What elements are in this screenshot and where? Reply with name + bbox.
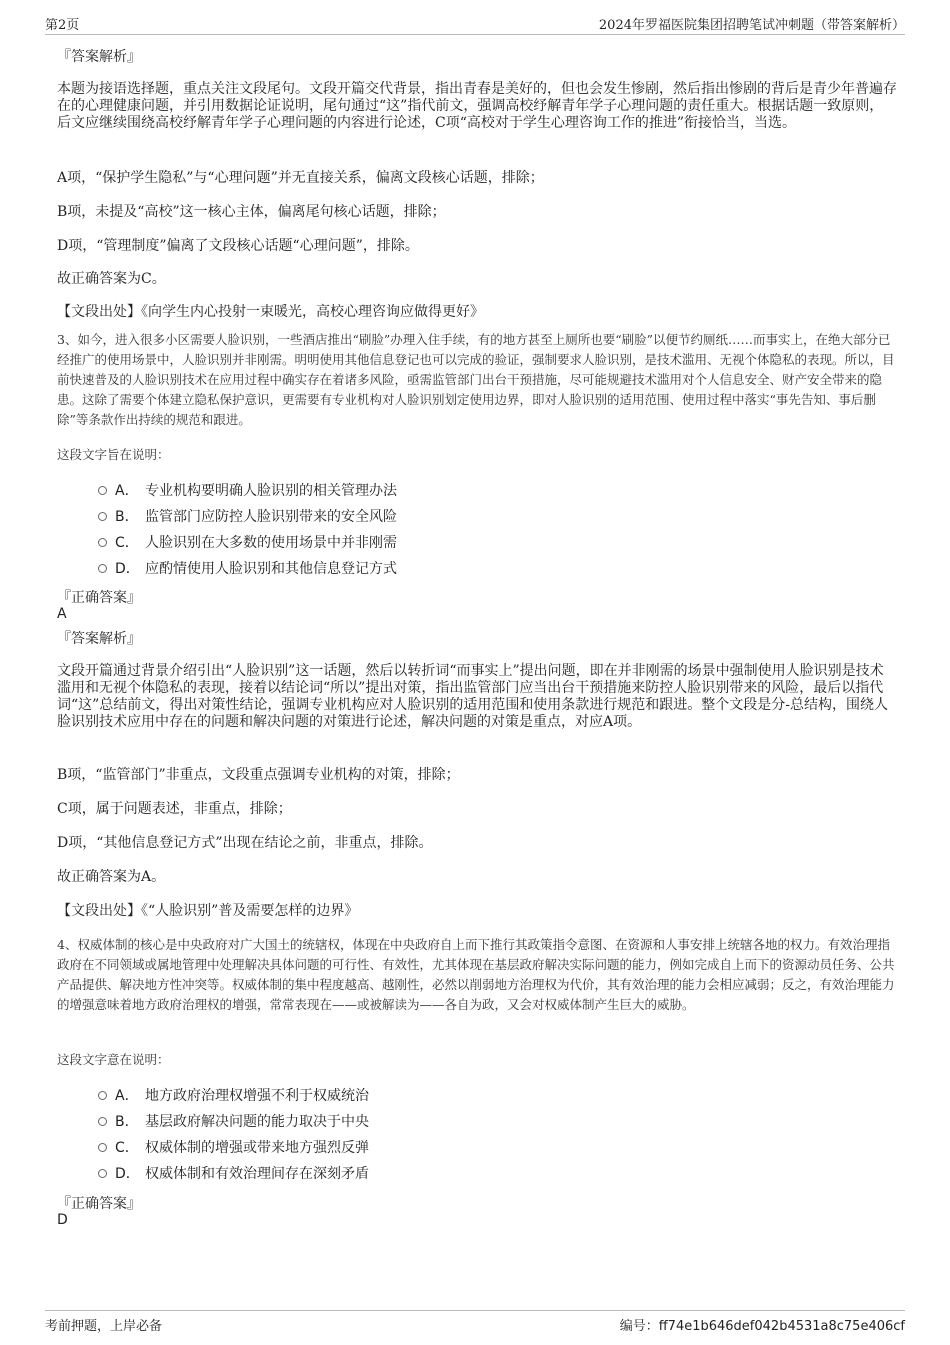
page-footer bbox=[45, 1310, 905, 1335]
q4-option-c[interactable] bbox=[98, 1138, 369, 1158]
option-text: 地方政府治理权增强不利于权威统治 bbox=[145, 1088, 369, 1104]
radio-icon[interactable] bbox=[98, 1143, 107, 1152]
option-text: 专业机构要明确人脸识别的相关管理办法 bbox=[145, 483, 397, 499]
q2-conclusion: 故正确答案为C。 bbox=[57, 271, 166, 287]
q3-conclusion: 故正确答案为A。 bbox=[57, 869, 166, 885]
option-letter: A． bbox=[115, 483, 139, 499]
page-number: 第2页 bbox=[45, 18, 80, 33]
q3-option-b[interactable] bbox=[98, 507, 397, 527]
q3-analysis-label: 『答案解析』 bbox=[57, 631, 141, 647]
option-letter: C． bbox=[115, 535, 139, 551]
option-letter: B． bbox=[115, 509, 139, 525]
q3-stem: 3、如今，进入很多小区需要人脸识别，一些酒店推出“刷脸”办理入住手续，有的地方甚至上厕所也要“刷脸”以便节约厕纸……而事实上，在绝大部分已经推广的使用场景中，人脸识别并非刚需。明明使用其他信息登记也可以完成的验证，强制要求人脸识别，是技术滥用、无视个体隐私的表现。所以，目前快速普及的人脸识别技术在应用过程中确实存在着诸多风险，亟需监管部门出台干预措施，尽可能规避技术滥用对个人信息安全、财产安全带来的隐患。这除了需要个体建立隐私保护意识，更需要有专业机构对人脸识别划定使用边界，即对人脸识别的适用范围、使用过程中落实“事先告知、事后删除”等条款作出持续的规范和跟进。 bbox=[57, 332, 895, 427]
q4-answer-label: 『正确答案』 bbox=[57, 1196, 141, 1212]
radio-icon[interactable] bbox=[98, 512, 107, 521]
option-text: 监管部门应防控人脸识别带来的安全风险 bbox=[145, 509, 397, 525]
option-letter: C． bbox=[115, 1140, 139, 1156]
q4-option-a[interactable] bbox=[98, 1086, 369, 1106]
q3-option-b-explanation: B项，“监管部门”非重点，文段重点强调专业机构的对策，排除； bbox=[57, 767, 460, 783]
radio-icon[interactable] bbox=[98, 1091, 107, 1100]
q2-analysis-text: 本题为接语选择题，重点关注文段尾句。文段开篇交代背景，指出青春是美好的，但也会发生惨剧，然后指出惨剧的背后是青少年普遍存在的心理健康问题，并引用数据论证说明，尾句通过“这”指代前文，强调高校纾解青年学子心理问题的责任重大。根据话题一致原则，后文应继续围绕高校纾解青年学子心理问题的内容进行论述，C项“高校对于学生心理咨询工作的推进”衔接恰当，当选。 bbox=[57, 81, 897, 131]
footer-slogan: 考前押题，上岸必备 bbox=[45, 1319, 163, 1334]
q3-analysis-text: 文段开篇通过背景介绍引出“人脸识别”这一话题，然后以转折词“而事实上”提出问题，即在并非刚需的场景中强制使用人脸识别是技术滥用和无视个体隐私的表现，接着以结论词“所以”提出对策，指出监管部门应当出台干预措施来防控人脸识别带来的风险，最后以指代词“这”总结前文，得出对策性结论，强调专业机构应对人脸识别的适用范围和使用条款进行规范和跟进。整个文段是分-总结构，围绕人脸识别技术应用中存在的问题和解决问题的对策进行论述，解决问题的对策是重点，对应A项。 bbox=[57, 663, 889, 730]
option-letter: D． bbox=[115, 1166, 140, 1182]
q4-stem: 4、权威体制的核心是中央政府对广大国土的统辖权，体现在中央政府自上而下推行其政策指令意图、在资源和人事安排上统辖各地的权力。有效治理指政府在不同领域或属地管理中处理解决具体问题的可行性、有效性，尤其体现在基层政府解决实际问题的能力，例如完成自上而下的资源动员任务、公共产品提供、解决地方性冲突等。权威体制的集中程度越高、越刚性，必然以削弱地方治理权为代价，其有效治理的能力会相应减弱；反之，有效治理能力的增强意味着地方政府治理权的增强，常常表现在——或被解读为——各自为政，又会对权威体制产生巨大的威胁。 bbox=[57, 937, 895, 1012]
option-text: 应酌情使用人脸识别和其他信息登记方式 bbox=[145, 561, 397, 577]
q3-answer-label: 『正确答案』 bbox=[57, 590, 141, 606]
q3-option-d-explanation: D项，“其他信息登记方式”出现在结论之前，非重点，排除。 bbox=[57, 835, 433, 851]
option-letter: B． bbox=[115, 1114, 139, 1130]
q3-option-a[interactable] bbox=[98, 481, 397, 501]
q2-option-b-explanation: B项，未提及“高校”这一核心主体，偏离尾句核心话题，排除； bbox=[57, 204, 446, 220]
q2-option-d-explanation: D项，“管理制度”偏离了文段核心话题“心理问题”，排除。 bbox=[57, 238, 419, 254]
option-letter: A． bbox=[115, 1088, 139, 1104]
q3-answer: A bbox=[57, 606, 67, 622]
radio-icon[interactable] bbox=[98, 538, 107, 547]
radio-icon[interactable] bbox=[98, 1169, 107, 1178]
q3-option-c-explanation: C项，属于问题表述，非重点，排除； bbox=[57, 801, 292, 817]
q3-option-d[interactable] bbox=[98, 559, 397, 579]
q4-option-d[interactable] bbox=[98, 1164, 369, 1184]
q2-source: 【文段出处】《向学生内心投射一束暖光，高校心理咨询应做得更好》 bbox=[57, 304, 484, 320]
q2-option-a-explanation: A项，“保护学生隐私”与“心理问题”并无直接关系，偏离文段核心话题，排除； bbox=[57, 170, 544, 186]
page-header bbox=[45, 12, 905, 35]
radio-icon[interactable] bbox=[98, 1117, 107, 1126]
q3-source: 【文段出处】《“人脸识别”普及需要怎样的边界》 bbox=[57, 903, 359, 919]
option-letter: D． bbox=[115, 561, 140, 577]
radio-icon[interactable] bbox=[98, 564, 107, 573]
radio-icon[interactable] bbox=[98, 486, 107, 495]
q4-option-b[interactable] bbox=[98, 1112, 369, 1132]
q3-option-c[interactable] bbox=[98, 533, 397, 553]
document-title: 2024年罗福医院集团招聘笔试冲刺题（带答案解析） bbox=[598, 18, 905, 33]
option-text: 人脸识别在大多数的使用场景中并非刚需 bbox=[145, 535, 397, 551]
q2-analysis-label: 『答案解析』 bbox=[57, 49, 141, 65]
option-text: 基层政府解决问题的能力取决于中央 bbox=[145, 1114, 369, 1130]
option-text: 权威体制的增强或带来地方强烈反弹 bbox=[145, 1140, 369, 1156]
q4-prompt: 这段文字意在说明： bbox=[57, 1052, 170, 1067]
q4-answer: D bbox=[57, 1212, 68, 1228]
q3-prompt: 这段文字旨在说明： bbox=[57, 447, 170, 462]
document-id: 编号：ff74e1b646def042b4531a8c75e406cf bbox=[619, 1319, 905, 1334]
option-text: 权威体制和有效治理间存在深刻矛盾 bbox=[145, 1166, 369, 1182]
